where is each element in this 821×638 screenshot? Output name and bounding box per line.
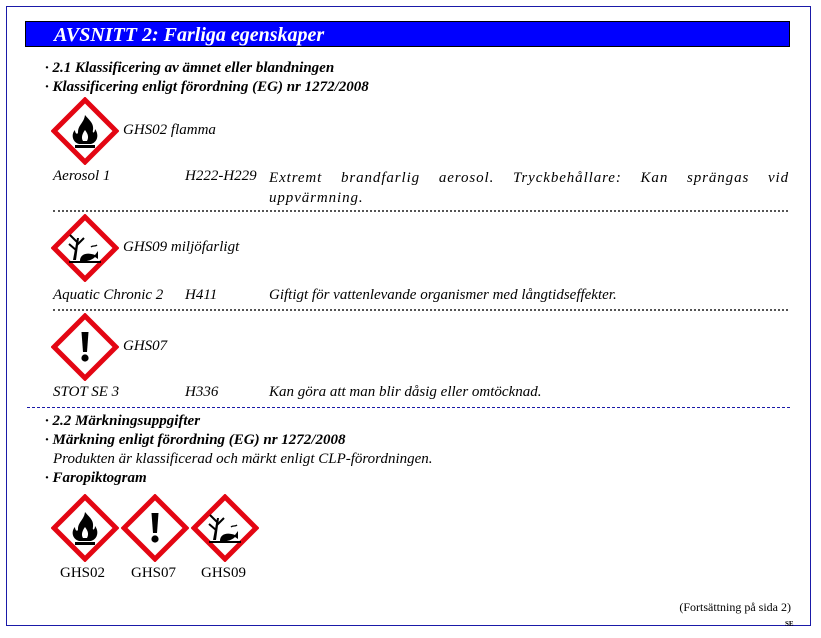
hazard-code: H411 [185,287,218,303]
flame-icon [51,494,119,562]
hazard-description: Kan göra att man blir dåsig eller omtöcknad. [269,384,542,400]
labelling-heading: · 2.2 Märkningsuppgifter [45,413,201,429]
hazard-description: Giftigt för vattenlevande organismer med långtidseffekter. [269,287,617,303]
hazard-category: Aerosol 1 [53,168,111,184]
pictogram-heading: · Faropiktogram [45,470,147,486]
pictogram-label: GHS07 [131,565,177,581]
hazard-category: STOT SE 3 [53,384,120,400]
hazard-code: H222-H229 [185,168,257,184]
ghs-label: GHS02 flamma [123,122,216,138]
pictogram-label: GHS02 [60,565,106,581]
dotted-separator [53,309,788,311]
ghs-label: GHS09 miljöfarligt [123,239,240,255]
footer-rule [6,625,811,626]
exclamation-icon [51,313,119,381]
exclamation-icon [121,494,189,562]
section-title: AVSNITT 2: Farliga egenskaper [54,24,325,46]
section-header [25,21,790,47]
environment-icon [51,214,119,282]
country-code: SE [785,620,794,628]
classification-subheading: · Klassificering enligt förordning (EG) nr 1272/2008 [45,79,369,95]
hazard-code: H336 [185,384,219,400]
labelling-text: Produkten är klassificerad och märkt enligt CLP-förordningen. [53,451,433,467]
classification-heading: · 2.1 Klassificering av ämnet eller blandningen [45,60,335,76]
labelling-subheading: · Märkning enligt förordning (EG) nr 1272/2008 [45,432,346,448]
dashed-separator [27,407,790,408]
flame-icon [51,97,119,165]
pictogram-label: GHS09 [201,565,247,581]
dotted-separator [53,210,788,212]
hazard-description: Extremt brandfarlig aerosol. Tryckbehållare: Kan sprängas vid uppvärmning. [269,170,789,206]
environment-icon [191,494,259,562]
continuation-note: (Fortsättning på sida 2) [679,600,791,614]
hazard-category: Aquatic Chronic 2 [53,287,164,303]
ghs-label: GHS07 [123,338,168,354]
